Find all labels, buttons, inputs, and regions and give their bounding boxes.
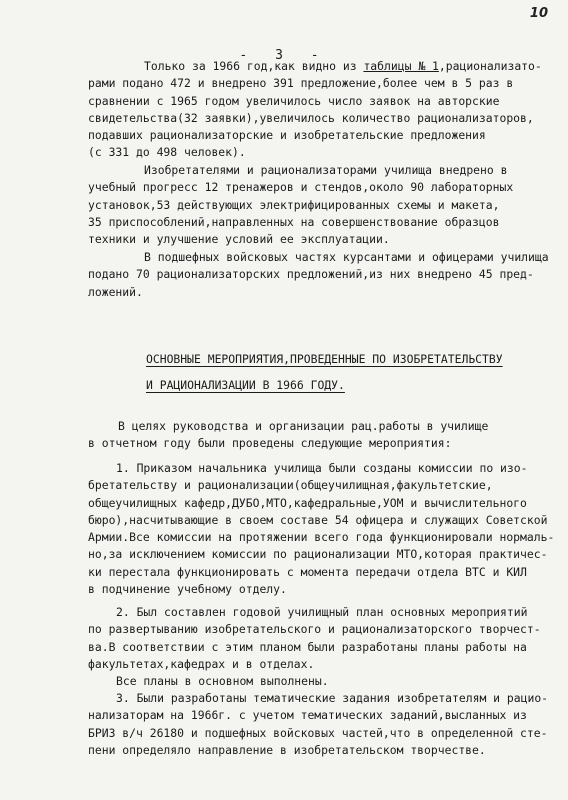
- paragraph-1: [88, 58, 542, 162]
- handwritten-sheet-number: 10: [529, 6, 548, 21]
- list-item-line: ва.В соответствии с этим планом были разработаны планы работы на: [88, 639, 527, 654]
- list-item-line: Армии.Все комиссии на протяжении всего года функционировали нормаль-: [88, 530, 555, 545]
- section-heading: [146, 346, 526, 398]
- paragraph-4: [88, 418, 534, 453]
- paragraph-1-line: (с 331 до 498 человек).: [88, 145, 246, 160]
- page-number: - 3 -: [239, 48, 329, 63]
- paragraph-2-line: Изобретателями и рационализаторами училища внедрено в: [144, 163, 508, 177]
- list-item-1: [88, 460, 555, 598]
- list-item-line: по развертыванию изобретательского и рационализаторского творчест-: [88, 622, 541, 637]
- paragraph-1-line: рами подано 472 и внедрено 391 предложение,более чем в 5 раз в: [88, 76, 514, 91]
- paragraph-3-line: В подшефных войсковых частях курсантами и офицерами училища: [144, 250, 549, 264]
- table-reference: таблицы № 1: [363, 59, 439, 73]
- paragraph-2: [88, 162, 534, 248]
- list-item-line: общеучилищных кафедр,ДУБО,МТО,кафедральные,УОМ и вычислительного: [88, 495, 527, 510]
- paragraph-2-line: 35 приспособлений,направленных на совершенствование образцов: [88, 214, 500, 229]
- list-item-line: 3. Были разработаны тематические задания изобретателям и рацио-: [116, 691, 549, 705]
- paragraph-1-line: подавших рационализаторские и изобретательские предложения: [88, 128, 486, 143]
- paragraph-2-line: установок,53 действующих электрифицированных схемы и макета,: [88, 197, 500, 212]
- list-item-line: 1. Приказом начальника училища были созданы комиссии по изо-: [116, 461, 528, 475]
- list-item-3: [88, 690, 549, 759]
- list-item-line: ки перестала функционировать с момента передачи отдела ВТС и КИЛ: [88, 564, 527, 579]
- list-item-line: но,за исключением комиссии по рационализации МТО,которая практичес-: [88, 547, 548, 562]
- list-item-2: [88, 604, 541, 690]
- list-item-line: Все планы в основном выполнены.: [116, 674, 329, 689]
- paragraph-2-line: техники и улучшение условий ее эксплуатации.: [88, 232, 390, 247]
- list-item-line: факультетах,кафедрах и в отделах.: [88, 656, 315, 671]
- list-item-line: бретательству и рационализации(общеучилищная,факультетские,: [88, 478, 493, 493]
- list-item-line: пени определяло направление в изобретательском творчестве.: [88, 742, 486, 757]
- list-item-line: нализаторам на 1966г. с учетом тематических заданий,высланных из: [88, 708, 527, 723]
- paragraph-3-line: ложений.: [88, 284, 143, 299]
- paragraph-3-line: подано 70 рационализаторских предложений,из них внедрено 45 пред-: [88, 267, 534, 282]
- paragraph-1-line: свидетельства(32 заявки),увеличилось количество рационализаторов,: [88, 110, 534, 125]
- paragraph-3: [88, 249, 549, 301]
- paragraph-1-line: сравнении с 1965 годом увеличилось число заявок на авторские: [88, 93, 500, 108]
- paragraph-4-line: В целях руководства и организации рац.работы в училище: [118, 419, 489, 433]
- paragraph-1-text: Только за 1966 год,как видно из: [144, 59, 364, 73]
- section-heading-line: И РАЦИОНАЛИЗАЦИИ В 1966 ГОДУ.: [146, 378, 345, 392]
- list-item-line: бюро),насчитывающие в своем составе 54 офицера и служащих Советской: [88, 512, 548, 527]
- paragraph-1-line: [88, 58, 542, 75]
- list-item-line: в подчинение учебному отделу.: [88, 582, 287, 597]
- list-item-line: 2. Был составлен годовой училищный план основных мероприятий: [116, 605, 528, 619]
- paragraph-2-line: учебный прогресс 12 тренажеров и стендов,около 90 лабораторных: [88, 180, 514, 195]
- paragraph-4-line: в отчетном году были проведены следующие мероприятия:: [88, 436, 452, 451]
- list-item-line: БРИЗ в/ч 26180 и подшефных войсковых частей,что в определенной сте-: [88, 725, 548, 740]
- paragraph-1-text: ,рационализато-: [438, 59, 542, 73]
- section-heading-line: ОСНОВНЫЕ МЕРОПРИЯТИЯ,ПРОВЕДЕННЫЕ ПО ИЗОБРЕТАТЕЛЬСТВУ: [146, 352, 503, 366]
